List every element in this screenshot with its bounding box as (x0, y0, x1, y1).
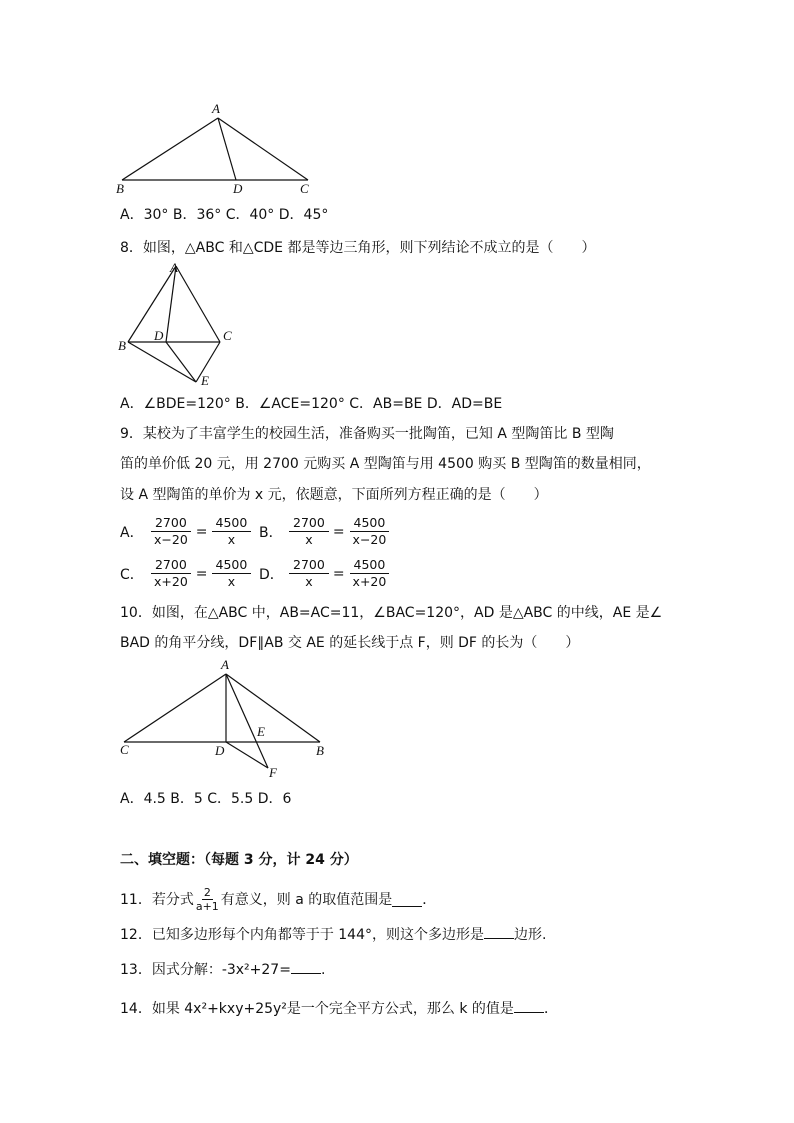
label-D: D (215, 743, 225, 758)
fraction: $\frac{4500}{x-20}$ (349, 515, 391, 548)
section-title: 二、填空题：（每题 3 分，计 24 分） (120, 852, 358, 868)
label-D: D (154, 328, 164, 343)
q8-stem: 8．如图，△ABC 和△CDE 都是等边三角形，则下列结论不成立的是（ ） (120, 240, 596, 256)
q9-option-A: A． $\frac{2700}{x-20}$ = $\frac{4500}{x}$ (120, 515, 253, 548)
label-C: C (300, 181, 309, 196)
fraction: $\frac{2700}{x}$ (289, 557, 329, 590)
q7-options: A．30° B．36° C．40° D．45° (120, 207, 329, 223)
fraction: $\frac{2700}{x+20}$ (150, 557, 192, 590)
label-D: D (233, 181, 243, 196)
label-A: A (212, 101, 220, 116)
q11: 11．若分式 $\frac{2}{a+1}$ 有意义，则 a 的取值范围是 ． (120, 886, 437, 913)
answer-blank[interactable] (514, 998, 544, 1013)
q9-option-D: D． $\frac{2700}{x}$ = $\frac{4500}{x+20}$ (259, 557, 392, 590)
fraction: $\frac{4500}{x}$ (212, 515, 252, 548)
q9-option-B: B． $\frac{2700}{x}$ = $\frac{4500}{x-20}$ (259, 515, 392, 548)
label-A: A (170, 260, 178, 275)
figure-q7 (110, 98, 320, 198)
q12: 12．已知多边形每个内角都等于于 144°，则这个多边形是 边形. (120, 924, 546, 946)
label-C: C (120, 742, 129, 757)
q9-line3: 设 A 型陶笛的单价为 x 元，依题意，下面所列方程正确的是（ ） (120, 487, 548, 503)
q9-option-C: C． $\frac{2700}{x+20}$ = $\frac{4500}{x}$ (120, 557, 253, 590)
q10-options: A．4.5 B．5 C．5.5 D．6 (120, 791, 292, 807)
q8-options: A．∠BDE=120° B．∠ACE=120° C．AB=BE D．AD=BE (120, 396, 503, 412)
label-F: F (269, 765, 277, 780)
figure-q8 (112, 260, 252, 390)
label-B: B (118, 338, 126, 353)
fraction: $\frac{2700}{x-20}$ (150, 515, 192, 548)
q10-line1: 10．如图，在△ABC 中，AB=AC=11，∠BAC=120°，AD 是△ABC 的中线，AE 是∠ (120, 605, 663, 621)
fraction: $\frac{4500}{x}$ (212, 557, 252, 590)
label-B: B (316, 743, 324, 758)
label-B: B (116, 181, 124, 196)
q13: 13．因式分解：-3x²+27= . (120, 959, 325, 981)
label-A: A (221, 657, 229, 672)
fraction: $\frac{2700}{x}$ (289, 515, 329, 548)
answer-blank[interactable] (392, 892, 422, 907)
label-E: E (201, 373, 209, 388)
fraction: $\frac{4500}{x+20}$ (349, 557, 391, 590)
label-C: C (223, 328, 232, 343)
q9-line2: 笛的单价低 20 元，用 2700 元购买 A 型陶笛与用 4500 购买 B 型陶笛的数量相同， (120, 456, 651, 472)
label-E: E (257, 724, 265, 739)
figure-q10 (112, 656, 332, 786)
answer-blank[interactable] (291, 959, 321, 974)
q9-line1: 9．某校为了丰富学生的校园生活，准备购买一批陶笛，已知 A 型陶笛比 B 型陶 (120, 426, 614, 442)
fraction: $\frac{2}{a+1}$ (195, 886, 219, 913)
q14: 14．如果 4x²+kxy+25y²是一个完全平方公式，那么 k 的值是 ． (120, 998, 558, 1020)
answer-blank[interactable] (484, 924, 514, 939)
q10-line2: BAD 的角平分线，DF∥AB 交 AE 的延长线于点 F，则 DF 的长为（ ） (120, 635, 580, 651)
